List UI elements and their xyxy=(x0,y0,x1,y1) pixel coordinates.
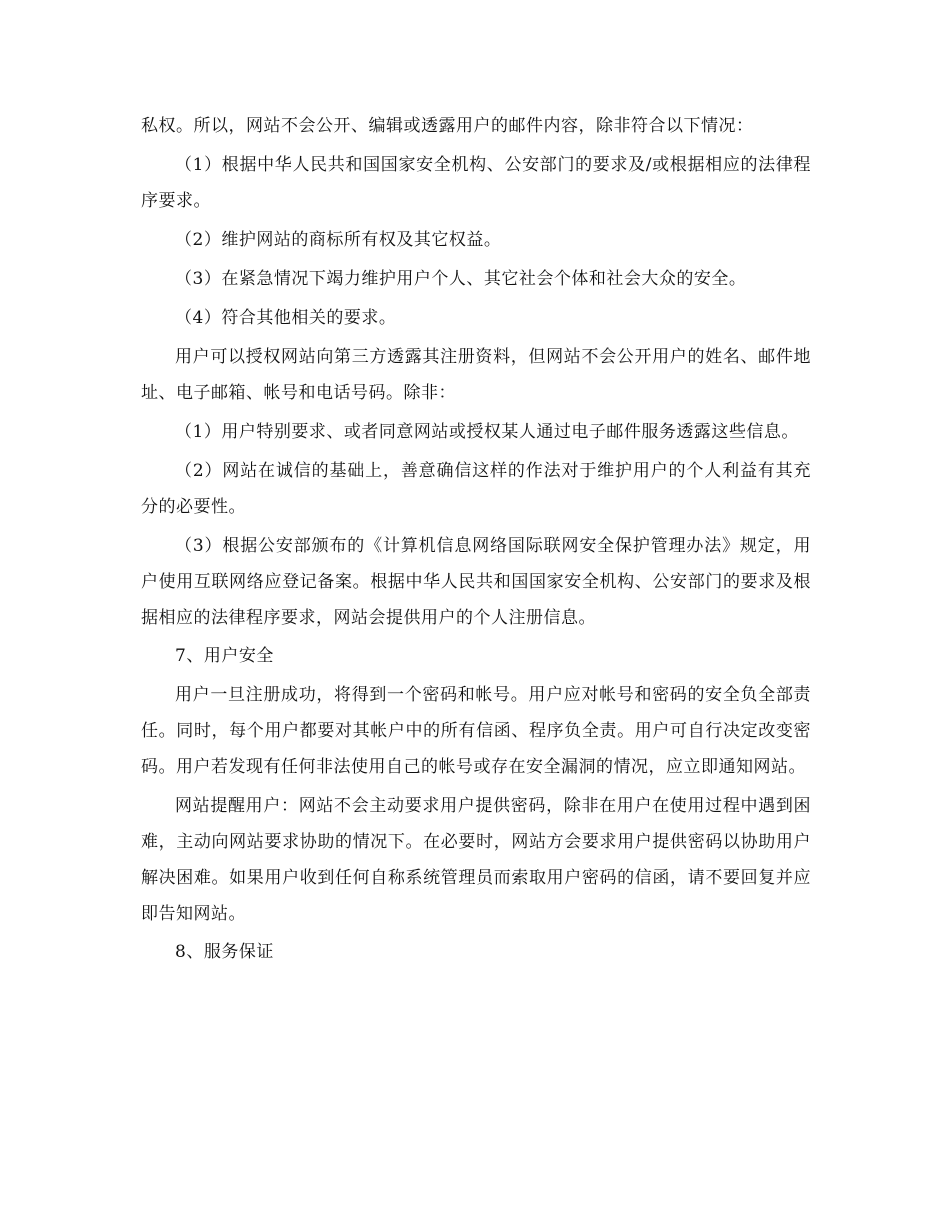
paragraph-third-party: 用户可以授权网站向第三方透露其注册资料，但网站不会公开用户的姓名、邮件地址、电子邮箱、帐号和电话号码。除非： xyxy=(141,347,811,403)
paragraph-password-reminder: 网站提醒用户：网站不会主动要求用户提供密码，除非在用户在使用过程中遇到困难，主动向网站要求协助的情况下。在必要时，网站方会要求用户提供密码以协助用户解决困难。如果用户收到任何自称系统管理员而索取用户密码的信函，请不要回复并应即告知网站。 xyxy=(141,796,811,924)
paragraph-exception-1: （1）用户特别要求、或者同意网站或授权某人通过电子邮件服务透露这些信息。 xyxy=(175,422,799,442)
paragraph-exception-2: （2）网站在诚信的基础上，善意确信这样的作法对于维护用户的个人利益有其充分的必要性。 xyxy=(141,461,811,517)
paragraph-item-3-safety: （3）在紧急情况下竭力维护用户个人、其它社会个体和社会大众的安全。 xyxy=(175,269,747,289)
paragraph-item-2-trademark: （2）维护网站的商标所有权及其它权益。 xyxy=(175,230,502,250)
paragraph-item-1-legal: （1）根据中华人民共和国国家安全机构、公安部门的要求及/或根据相应的法律程序要求。 xyxy=(141,155,811,211)
paragraph-privacy-intro: 私权。所以，网站不会公开、编辑或透露用户的邮件内容，除非符合以下情况： xyxy=(141,116,754,136)
paragraph-exception-3: （3）根据公安部颁布的《计算机信息网络国际联网安全保护管理办法》规定，用户使用互联网络应登记备案。根据中华人民共和国国家安全机构、公安部门的要求及根据相应的法律程序要求，网站会提供用户的个人注册信息。 xyxy=(141,536,811,628)
document-body xyxy=(141,108,811,970)
paragraph-item-4-other: （4）符合其他相关的要求。 xyxy=(175,308,397,328)
section-heading-user-security: 7、用户安全 xyxy=(175,646,274,666)
paragraph-account-security: 用户一旦注册成功，将得到一个密码和帐号。用户应对帐号和密码的安全负全部责任。同时，每个用户都要对其帐户中的所有信函、程序负全责。用户可自行决定改变密码。用户若发现有任何非法使用自己的帐号或存在安全漏洞的情况，应立即通知网站。 xyxy=(141,685,811,777)
section-heading-service-guarantee: 8、服务保证 xyxy=(175,942,274,962)
